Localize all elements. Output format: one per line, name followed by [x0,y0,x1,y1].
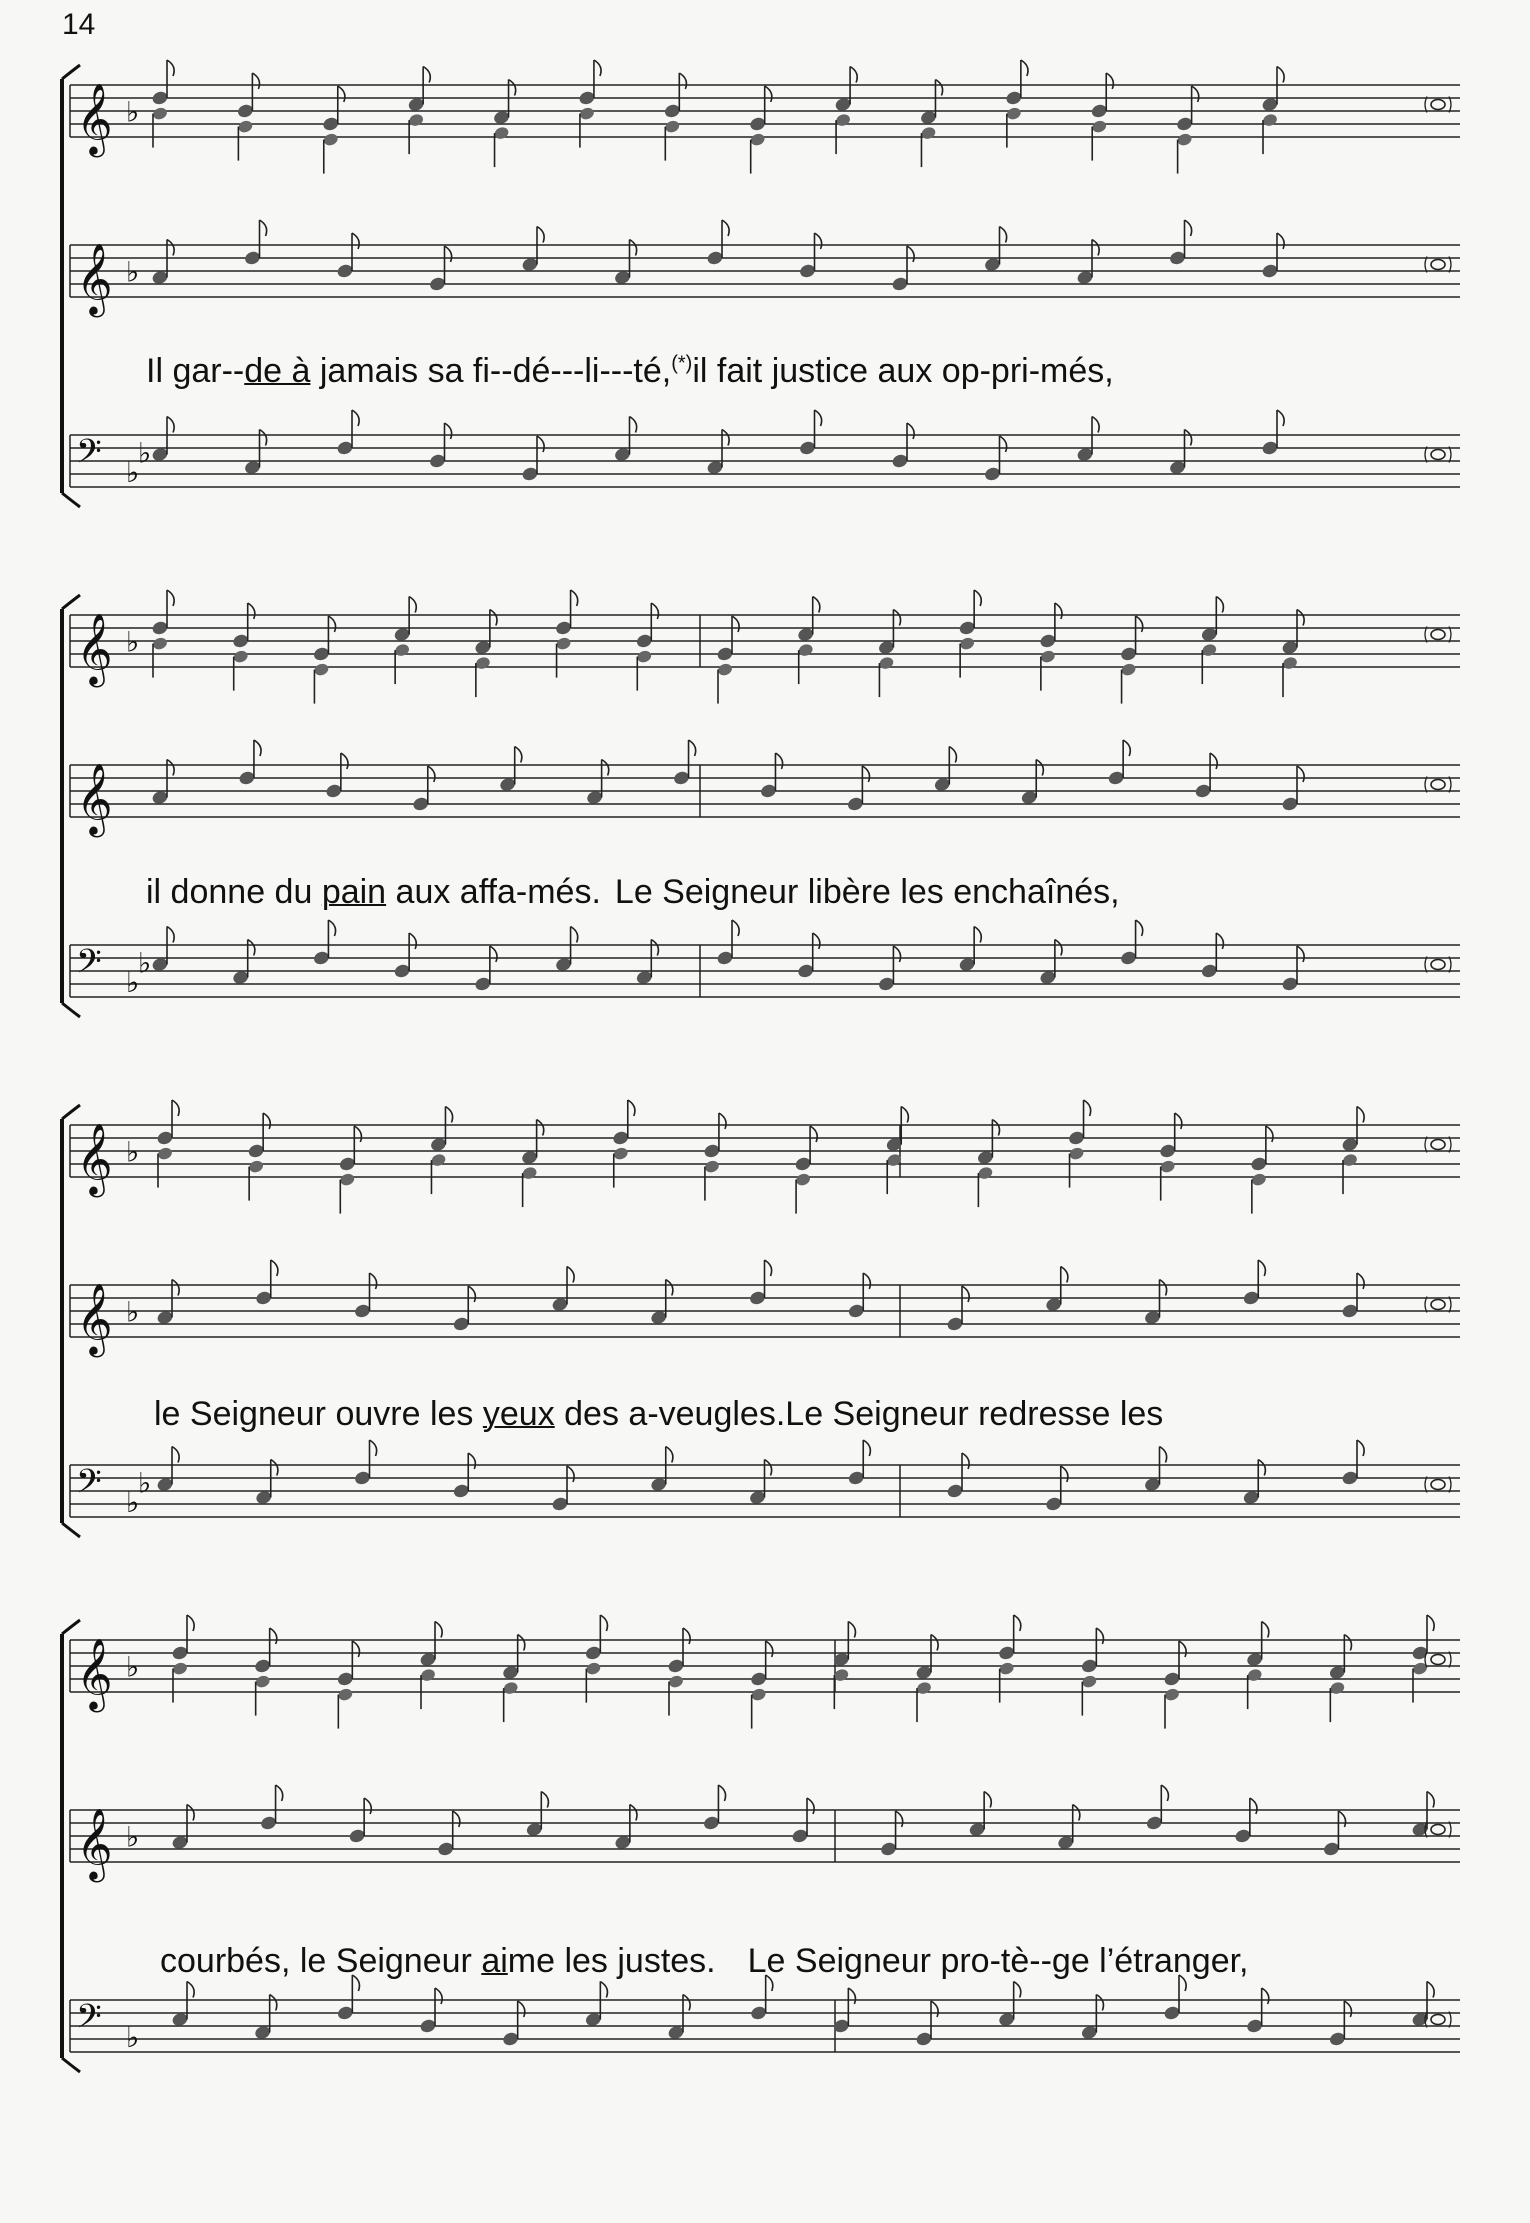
lyric-segment: Il gar-- [146,352,245,390]
note-icon [325,753,348,799]
note-icon [1261,233,1284,279]
flat-icon: ♭ [126,255,140,289]
bracket-hook-bottom [62,1523,80,1537]
note-icon [613,417,636,463]
flat-icon: ♭ [126,1486,140,1519]
note-icon [716,920,739,966]
staff [70,60,1460,174]
note-icon [1163,1641,1186,1729]
note-icon [1145,1785,1168,1831]
whole-note-icon [1425,97,1451,113]
note-icon [1039,603,1062,691]
note-icon [171,1615,194,1703]
note-icon [521,436,544,482]
lyric-underlined-syllable: ai [481,1942,508,1980]
note-icon [1119,616,1142,704]
page-number: 14 [62,8,96,41]
note-icon [1057,1805,1080,1851]
note-icon [1194,753,1217,799]
note-icon [635,940,658,986]
note-icon [879,1811,902,1857]
lyrics-line-3 [154,1395,1163,1434]
bracket-hook-top [62,595,80,609]
note-icon [584,1615,607,1703]
note-icon [1200,597,1223,685]
note-icon [797,597,820,685]
whole-note-icon [1425,2012,1451,2028]
note-icon [236,73,259,161]
note-icon [794,1126,817,1214]
note-icon [336,1641,359,1729]
note-icon [706,430,729,476]
note-icon [247,1113,270,1201]
staff [70,1785,1460,1883]
note-icon [1067,1100,1090,1188]
note-icon [551,1267,574,1313]
note-icon [748,1460,771,1506]
note-icon [891,246,914,292]
note-icon [322,86,345,174]
lyrics-line-4 [160,1942,1249,1981]
lyric-segment: me les justes. [507,1942,716,1980]
note-icon [946,1453,969,1499]
note-icon [847,1273,870,1319]
note-icon [663,73,686,161]
note-icon [891,423,914,469]
flat-icon: ♭ [126,966,140,999]
note-icon [353,1273,376,1319]
staff [70,740,1460,838]
note-icon [312,616,335,704]
whole-note-icon [1425,1137,1451,1153]
treble-clef-icon: 𝄞 [76,611,113,685]
flat-icon: ♭ [126,625,140,659]
note-icon [156,1447,179,1493]
note-icon [1090,73,1113,161]
note-icon [1242,1260,1265,1306]
note-icon [474,946,497,992]
whole-note-icon [1425,957,1451,973]
note-icon [968,1792,991,1838]
staff [70,1440,1460,1519]
whole-note-icon [1425,1822,1451,1838]
note-icon [750,1641,773,1729]
bracket-hook-bottom [62,1003,80,1017]
score-system-1-staves [0,40,1530,540]
bracket-hook-top [62,1620,80,1634]
whole-note-icon [1425,777,1451,793]
note-icon [667,1628,690,1716]
note-icon [336,410,359,456]
note-icon [151,417,174,463]
note-icon [353,1440,376,1486]
note-icon [706,220,729,266]
flat-icon: ♭ [126,1295,140,1329]
note-icon [336,233,359,279]
note-icon [551,1466,574,1512]
note-icon [1159,1113,1182,1201]
note-icon [499,747,522,793]
note-icon [1281,946,1304,992]
flat-icon: ♭ [126,1135,140,1169]
whole-note-icon [1425,1477,1451,1493]
note-icon [243,430,266,476]
note-icon [156,1280,179,1326]
note-icon [672,740,695,786]
note-icon [1020,760,1043,806]
whole-note-icon [1425,257,1451,273]
note-icon [232,940,255,986]
lyric-underlined-syllable: pain [321,873,387,911]
note-icon [983,227,1006,273]
music-system-1 [0,40,1530,540]
note-icon [798,410,821,456]
score-system-2-staves [0,575,1530,1065]
staff [70,410,1460,489]
note-icon [1080,1628,1103,1716]
note-icon [1328,2001,1351,2047]
note-icon [255,1260,278,1306]
note-icon [1242,1460,1265,1506]
note-icon [1107,740,1130,786]
lyric-segment: il fait justice aux op-pri-més, [692,352,1114,390]
note-icon [791,1798,814,1844]
note-icon [1119,920,1142,966]
note-icon [151,240,174,286]
note-icon [1168,430,1191,476]
whole-note-icon [1425,1297,1451,1313]
note-icon [502,2001,525,2047]
note-icon [1039,940,1062,986]
lyric-segment: jamais sa fi--dé---li---té, [310,352,672,390]
note-icon [171,1982,194,2028]
bracket-hook-top [62,65,80,79]
flat-icon: ♭ [138,1466,152,1500]
note-icon [338,1126,361,1214]
note-icon [1005,60,1028,148]
note-icon [1234,1798,1257,1844]
note-icon [243,220,266,266]
note-icon [983,436,1006,482]
note-icon [1076,417,1099,463]
note-icon [958,927,981,973]
whole-note-icon [1425,1652,1451,1668]
staff [70,920,1460,999]
note-icon [452,1286,475,1332]
lyrics-line-2 [146,873,1120,912]
note-icon [759,753,782,799]
note-icon [1076,240,1099,286]
note-icon [521,227,544,273]
note-icon [1080,1995,1103,2041]
staff [70,1260,1460,1358]
note-icon [998,1615,1021,1703]
note-icon [703,1113,726,1201]
note-icon [1250,1126,1273,1214]
note-icon [650,1447,673,1493]
note-icon [393,933,416,979]
staff [70,1100,1460,1214]
note-icon [1246,1988,1269,2034]
note-icon [412,766,435,812]
note-icon [748,1260,771,1306]
note-icon [578,60,601,148]
note-icon [525,1792,548,1838]
flat-icon: ♭ [138,436,152,470]
note-icon [635,603,658,691]
music-system-4 [0,1610,1530,2110]
note-icon [171,1805,194,1851]
flat-icon: ♭ [126,1650,140,1684]
bracket-hook-bottom [62,2058,80,2072]
note-icon [1045,1466,1068,1512]
note-icon [667,1995,690,2041]
note-icon [428,246,451,292]
whole-note-icon [1425,627,1451,643]
flat-icon: ♭ [126,95,140,129]
music-system-2 [0,575,1530,1065]
note-icon [1341,1273,1364,1319]
whole-note-icon [1425,447,1451,463]
note-icon [1143,1280,1166,1326]
footnote-marker: (*) [671,352,693,375]
note-icon [1281,610,1304,698]
note-icon [750,1975,773,2021]
note-icon [584,1982,607,2028]
lyric-segment: le Seigneur ouvre les [154,1395,483,1433]
staff [70,590,1460,704]
note-icon [749,86,772,174]
note-icon [1261,410,1284,456]
note-icon [151,590,174,678]
music-system-3 [0,1095,1530,1575]
treble-clef-icon: 𝄞 [76,1281,113,1355]
staff [70,1975,1460,2054]
note-icon [877,946,900,992]
note-icon [393,597,416,685]
treble-clef-icon: 𝄞 [76,761,113,835]
note-icon [336,1975,359,2021]
note-icon [312,920,335,966]
note-icon [847,1440,870,1486]
note-icon [998,1982,1021,2028]
note-icon [1045,1267,1068,1313]
bass-clef-icon: 𝄢 [76,1997,102,2044]
lyric-segment: Le Seigneur pro-tè--ge l’étranger, [747,1942,1249,1980]
note-icon [428,423,451,469]
note-icon [474,610,497,698]
note-icon [254,1628,277,1716]
note-icon [348,1798,371,1844]
note-icon [238,740,261,786]
bass-clef-icon: 𝄢 [76,942,102,989]
flat-icon: ♭ [126,1820,140,1854]
note-icon [612,1100,635,1188]
lyric-segment: courbés, le Seigneur [160,1942,482,1980]
bass-clef-icon: 𝄢 [76,1462,102,1509]
treble-clef-icon: 𝄞 [76,1806,113,1880]
note-icon [846,766,869,812]
note-icon [716,616,739,704]
flat-icon: ♭ [138,946,152,980]
note-icon [702,1785,725,1831]
note-icon [437,1811,460,1857]
note-icon [1176,86,1199,174]
note-icon [614,1805,637,1851]
note-icon [232,603,255,691]
note-icon [554,927,577,973]
note-icon [1200,933,1223,979]
note-icon [1281,766,1304,812]
note-icon [554,590,577,678]
flat-icon: ♭ [126,456,140,489]
note-icon [151,60,174,148]
bass-clef-icon: 𝄢 [76,432,102,479]
flat-icon: ♭ [126,2021,140,2054]
note-icon [151,760,174,806]
lyric-underlined-syllable: de à [244,352,311,390]
note-icon [915,2001,938,2047]
note-icon [586,760,609,806]
note-icon [151,927,174,973]
note-icon [1322,1811,1345,1857]
note-icon [650,1280,673,1326]
note-icon [877,610,900,698]
note-icon [797,933,820,979]
note-icon [1163,1975,1186,2021]
lyric-segment: Le Seigneur redresse les [785,1395,1164,1433]
note-icon [255,1460,278,1506]
staff [70,220,1460,318]
score-system-4-staves [0,1610,1530,2110]
lyric-segment: il donne du [146,873,322,911]
bracket-hook-bottom [62,493,80,507]
note-icon [946,1286,969,1332]
note-icon [254,1995,277,2041]
score-system-3-staves [0,1095,1530,1575]
bracket-hook-top [62,1105,80,1119]
treble-clef-icon: 𝄞 [76,1636,113,1710]
treble-clef-icon: 𝄞 [76,1121,113,1195]
staff [70,1615,1460,1729]
lyric-underlined-syllable: yeux [482,1395,555,1433]
note-icon [613,240,636,286]
note-icon [933,747,956,793]
lyrics-line-1 [146,352,1114,391]
lyric-segment: Le Seigneur libère les enchaînés, [614,873,1120,911]
note-icon [419,1988,442,2034]
note-icon [452,1453,475,1499]
note-icon [156,1100,179,1188]
note-icon [1143,1447,1166,1493]
note-icon [958,590,981,678]
lyric-segment: des a-veugles. [554,1395,786,1433]
note-icon [259,1785,282,1831]
treble-clef-icon: 𝄞 [76,81,113,155]
lyric-segment: aux affa-més. [386,873,601,911]
note-icon [1341,1440,1364,1486]
note-icon [798,233,821,279]
note-icon [1168,220,1191,266]
treble-clef-icon: 𝄞 [76,241,113,315]
